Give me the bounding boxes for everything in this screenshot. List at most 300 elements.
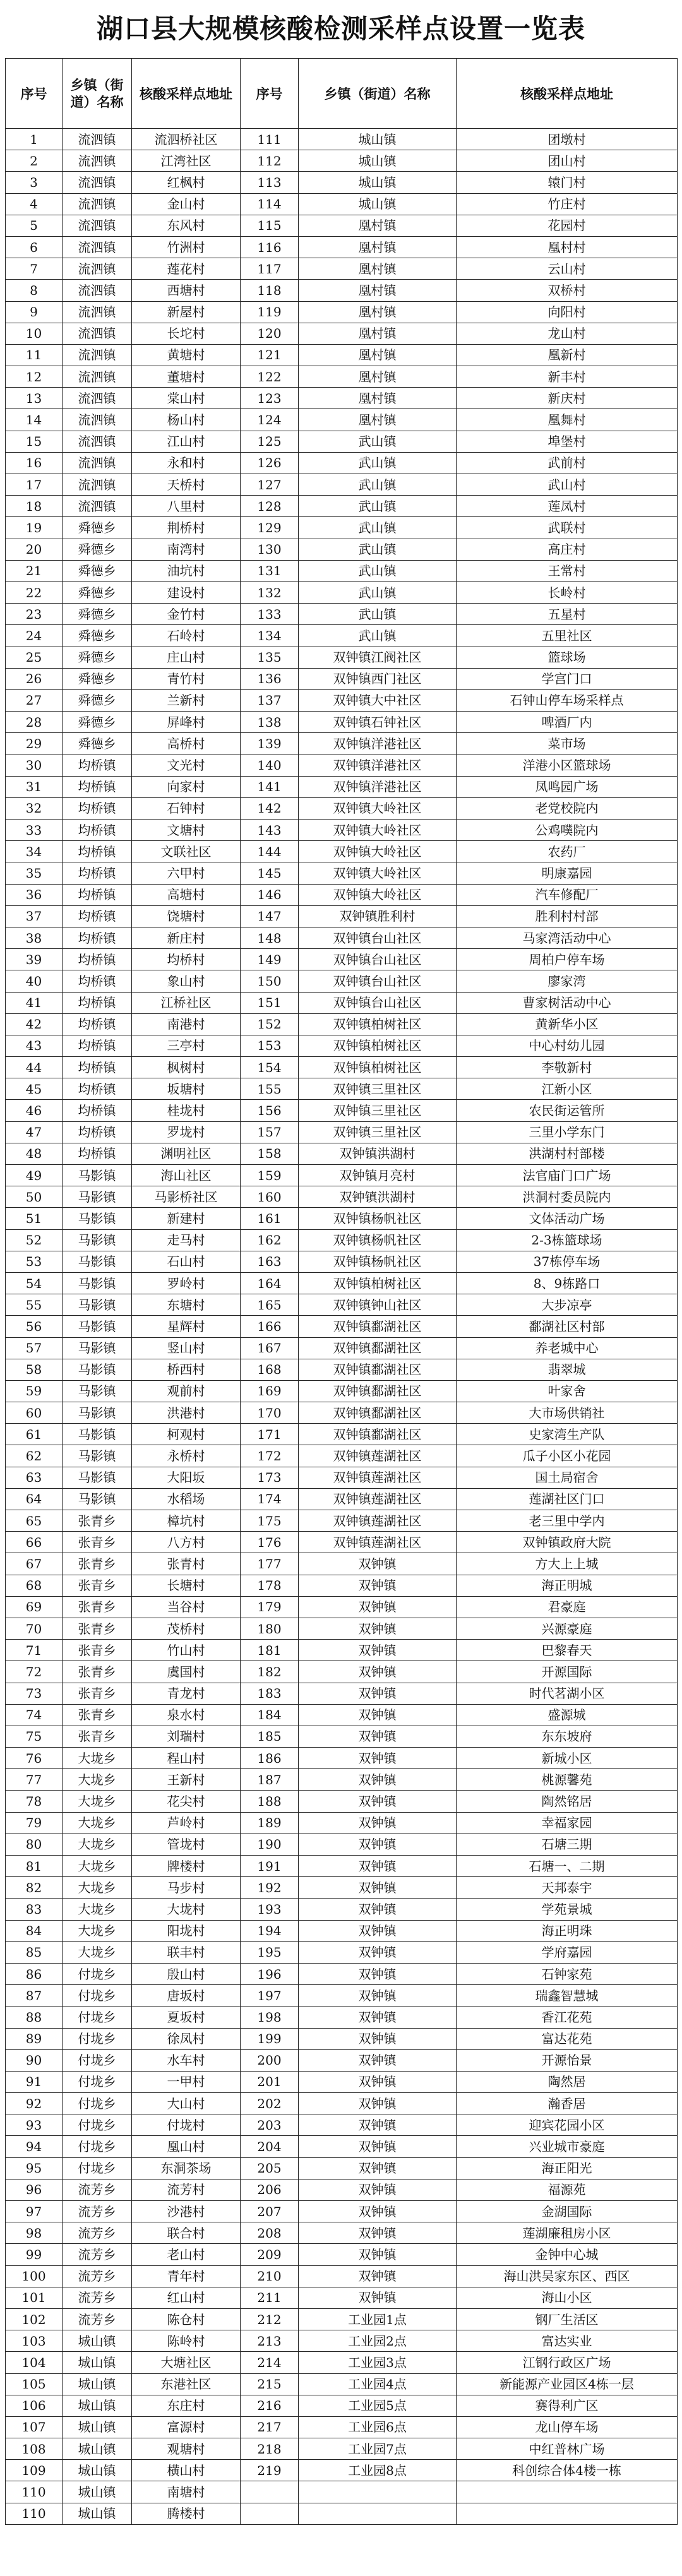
left-site-cell: 新屋村 (132, 301, 241, 323)
left-seq-cell: 43 (6, 1035, 63, 1056)
right-town-cell: 双钟镇 (299, 1899, 457, 1920)
left-town-cell: 均桥镇 (63, 1057, 132, 1078)
right-seq-cell: 125 (241, 431, 299, 452)
left-seq-cell: 71 (6, 1640, 63, 1661)
left-town-cell: 张青乡 (63, 1596, 132, 1618)
table-row (6, 581, 678, 603)
left-town-cell: 大垅乡 (63, 1791, 132, 1812)
right-town-cell: 工业园8点 (299, 2460, 457, 2481)
table-row (6, 2416, 678, 2438)
right-town-cell: 双钟镇 (299, 2157, 457, 2179)
left-site-cell: 荆桥村 (132, 517, 241, 539)
left-town-cell: 城山镇 (63, 2481, 132, 2503)
header-seq-right: 序号 (241, 59, 299, 129)
left-town-cell: 大垅乡 (63, 1769, 132, 1791)
table-row (6, 1294, 678, 1316)
right-seq-cell: 155 (241, 1078, 299, 1100)
right-site-cell: 高庄村 (457, 539, 678, 560)
left-town-cell: 舜德乡 (63, 604, 132, 625)
table-row (6, 1920, 678, 1941)
right-site-cell: 富达花苑 (457, 2028, 678, 2049)
right-seq-cell (241, 2481, 299, 2503)
left-site-cell: 老山村 (132, 2244, 241, 2265)
left-site-cell: 殷山村 (132, 1963, 241, 1984)
table-row (6, 1618, 678, 1639)
table-row (6, 2049, 678, 2071)
right-site-cell: 赛得利广区 (457, 2395, 678, 2416)
left-site-cell: 新庄村 (132, 927, 241, 948)
left-town-cell: 马影镇 (63, 1337, 132, 1359)
right-seq-cell: 176 (241, 1532, 299, 1553)
right-town-cell: 双钟镇洋港社区 (299, 754, 457, 776)
left-seq-cell: 72 (6, 1661, 63, 1683)
table-row (6, 1057, 678, 1078)
right-seq-cell: 147 (241, 905, 299, 927)
left-site-cell: 海山社区 (132, 1165, 241, 1186)
right-town-cell: 双钟镇 (299, 1963, 457, 1984)
right-seq-cell: 181 (241, 1640, 299, 1661)
right-town-cell: 双钟镇 (299, 1769, 457, 1791)
right-site-cell: 凰舞村 (457, 409, 678, 431)
left-site-cell: 泉水村 (132, 1704, 241, 1726)
right-site-cell: 汽车修配厂 (457, 884, 678, 905)
right-seq-cell: 191 (241, 1856, 299, 1877)
right-seq-cell: 202 (241, 2093, 299, 2114)
table-row (6, 1985, 678, 2007)
left-seq-cell: 9 (6, 301, 63, 323)
left-town-cell: 大垅乡 (63, 1877, 132, 1899)
right-seq-cell: 161 (241, 1208, 299, 1229)
right-seq-cell: 134 (241, 625, 299, 647)
left-seq-cell: 46 (6, 1100, 63, 1121)
left-site-cell: 桥西村 (132, 1359, 241, 1380)
right-town-cell: 武山镇 (299, 517, 457, 539)
left-seq-cell: 31 (6, 776, 63, 797)
right-site-cell (457, 2503, 678, 2524)
table-row (6, 1726, 678, 1747)
left-town-cell: 舜德乡 (63, 712, 132, 733)
table-row (6, 2265, 678, 2287)
left-seq-cell: 25 (6, 647, 63, 668)
right-site-cell: 团墩村 (457, 129, 678, 150)
left-town-cell: 流芳乡 (63, 2222, 132, 2244)
left-site-cell: 红山村 (132, 2287, 241, 2308)
right-town-cell: 城山镇 (299, 129, 457, 150)
left-seq-cell: 10 (6, 323, 63, 344)
right-site-cell: 新能源产业园区4栋一层 (457, 2373, 678, 2395)
left-seq-cell: 45 (6, 1078, 63, 1100)
left-town-cell: 大垅乡 (63, 1834, 132, 1855)
right-site-cell: 团山村 (457, 150, 678, 172)
right-seq-cell: 153 (241, 1035, 299, 1056)
right-seq-cell: 206 (241, 2179, 299, 2200)
right-site-cell: 陶然铭居 (457, 1791, 678, 1812)
table-row (6, 1834, 678, 1855)
right-seq-cell: 130 (241, 539, 299, 560)
left-site-cell: 陈岭村 (132, 2330, 241, 2352)
right-site-cell: 中红普林广场 (457, 2438, 678, 2460)
right-site-cell (457, 2481, 678, 2503)
right-seq-cell: 197 (241, 1985, 299, 2007)
right-site-cell: 马家湾活动中心 (457, 927, 678, 948)
table-row (6, 1467, 678, 1488)
right-seq-cell: 119 (241, 301, 299, 323)
left-seq-cell: 67 (6, 1553, 63, 1575)
left-town-cell: 付垅乡 (63, 2007, 132, 2028)
left-town-cell: 均桥镇 (63, 905, 132, 927)
left-site-cell: 兰新村 (132, 689, 241, 711)
table-row (6, 1359, 678, 1380)
table-row (6, 236, 678, 258)
right-site-cell: 新城小区 (457, 1748, 678, 1769)
right-town-cell: 双钟镇西门社区 (299, 668, 457, 689)
right-town-cell: 双钟镇台山社区 (299, 927, 457, 948)
right-site-cell: 周柏户停车场 (457, 949, 678, 970)
right-site-cell: 老党校院内 (457, 797, 678, 819)
right-site-cell: 廖家湾 (457, 970, 678, 992)
left-town-cell: 大垅乡 (63, 1899, 132, 1920)
right-seq-cell: 204 (241, 2136, 299, 2157)
right-site-cell: 江新小区 (457, 1078, 678, 1100)
right-seq-cell: 184 (241, 1704, 299, 1726)
left-seq-cell: 54 (6, 1272, 63, 1294)
left-town-cell: 大垅乡 (63, 1920, 132, 1941)
left-site-cell: 水车村 (132, 2049, 241, 2071)
right-town-cell: 双钟镇 (299, 2244, 457, 2265)
left-site-cell: 虞国村 (132, 1661, 241, 1683)
left-town-cell: 均桥镇 (63, 1100, 132, 1121)
right-seq-cell: 127 (241, 474, 299, 496)
right-seq-cell: 120 (241, 323, 299, 344)
left-seq-cell: 59 (6, 1380, 63, 1402)
table-row (6, 2028, 678, 2049)
left-town-cell: 均桥镇 (63, 927, 132, 948)
right-town-cell: 双钟镇柏树社区 (299, 1035, 457, 1056)
left-seq-cell: 73 (6, 1683, 63, 1704)
left-seq-cell: 65 (6, 1510, 63, 1532)
right-site-cell: 金湖国际 (457, 2201, 678, 2222)
left-town-cell: 张青乡 (63, 1704, 132, 1726)
right-town-cell: 双钟镇 (299, 2093, 457, 2114)
right-town-cell: 双钟镇 (299, 2071, 457, 2092)
left-seq-cell: 29 (6, 733, 63, 754)
right-seq-cell: 198 (241, 2007, 299, 2028)
right-town-cell: 双钟镇 (299, 1856, 457, 1877)
right-site-cell: 兴源豪庭 (457, 1618, 678, 1639)
left-site-cell: 大山村 (132, 2093, 241, 2114)
table-row (6, 1877, 678, 1899)
right-site-cell: 洪洞村委员院内 (457, 1186, 678, 1208)
right-town-cell: 双钟镇杨帆社区 (299, 1251, 457, 1272)
right-town-cell: 双钟镇 (299, 2114, 457, 2136)
left-town-cell: 城山镇 (63, 2438, 132, 2460)
left-seq-cell: 58 (6, 1359, 63, 1380)
left-site-cell: 江桥社区 (132, 992, 241, 1013)
right-site-cell: 瀚香居 (457, 2093, 678, 2114)
left-site-cell: 花尖村 (132, 1791, 241, 1812)
left-town-cell: 均桥镇 (63, 776, 132, 797)
table-row (6, 539, 678, 560)
left-seq-cell: 66 (6, 1532, 63, 1553)
right-town-cell: 双钟镇 (299, 1640, 457, 1661)
table-row (6, 797, 678, 819)
right-town-cell: 双钟镇钟山社区 (299, 1294, 457, 1316)
right-site-cell: 翡翠城 (457, 1359, 678, 1380)
left-town-cell: 付垅乡 (63, 1963, 132, 1984)
left-town-cell: 均桥镇 (63, 1035, 132, 1056)
right-seq-cell: 216 (241, 2395, 299, 2416)
left-site-cell: 文塘村 (132, 820, 241, 841)
right-seq-cell: 113 (241, 172, 299, 193)
left-site-cell: 三亭村 (132, 1035, 241, 1056)
right-site-cell: 方大上上城 (457, 1553, 678, 1575)
right-town-cell: 工业园6点 (299, 2416, 457, 2438)
table-row (6, 625, 678, 647)
right-site-cell: 辕门村 (457, 172, 678, 193)
left-seq-cell: 87 (6, 1985, 63, 2007)
left-seq-cell: 74 (6, 1704, 63, 1726)
table-row (6, 2287, 678, 2308)
right-site-cell: 双钟镇政府大院 (457, 1532, 678, 1553)
left-site-cell: 柯观村 (132, 1424, 241, 1445)
left-seq-cell: 17 (6, 474, 63, 496)
header-town-right: 乡镇（街道）名称 (299, 59, 457, 129)
table-row (6, 280, 678, 301)
left-seq-cell: 34 (6, 841, 63, 862)
left-site-cell: 金山村 (132, 193, 241, 215)
left-seq-cell: 70 (6, 1618, 63, 1639)
right-site-cell: 富达实业 (457, 2330, 678, 2352)
left-town-cell: 流泗镇 (63, 193, 132, 215)
table-row (6, 2244, 678, 2265)
left-town-cell: 付垅乡 (63, 2136, 132, 2157)
right-seq-cell: 128 (241, 496, 299, 517)
left-seq-cell: 12 (6, 366, 63, 388)
right-town-cell: 工业园5点 (299, 2395, 457, 2416)
left-site-cell: 青年村 (132, 2265, 241, 2287)
right-seq-cell: 146 (241, 884, 299, 905)
right-site-cell: 巴黎春天 (457, 1640, 678, 1661)
right-site-cell: 养老城中心 (457, 1337, 678, 1359)
right-site-cell: 石塘三期 (457, 1834, 678, 1855)
table-row (6, 2503, 678, 2524)
right-town-cell: 双钟镇大岭社区 (299, 797, 457, 819)
left-seq-cell: 4 (6, 193, 63, 215)
right-town-cell: 双钟镇江阀社区 (299, 647, 457, 668)
left-town-cell: 流芳乡 (63, 2179, 132, 2200)
left-site-cell: 水稻场 (132, 1488, 241, 1510)
left-seq-cell: 14 (6, 409, 63, 431)
right-town-cell: 双钟镇三里社区 (299, 1121, 457, 1143)
table-row (6, 1100, 678, 1121)
table-row (6, 258, 678, 280)
right-town-cell: 城山镇 (299, 150, 457, 172)
table-row (6, 1899, 678, 1920)
table-row (6, 560, 678, 581)
right-site-cell: 凤鸣园广场 (457, 776, 678, 797)
right-seq-cell: 214 (241, 2352, 299, 2373)
left-seq-cell: 100 (6, 2265, 63, 2287)
table-row (6, 1640, 678, 1661)
right-site-cell: 海山小区 (457, 2287, 678, 2308)
right-seq-cell: 213 (241, 2330, 299, 2352)
right-town-cell: 双钟镇 (299, 1704, 457, 1726)
right-seq-cell: 163 (241, 1251, 299, 1272)
left-town-cell: 流泗镇 (63, 236, 132, 258)
left-town-cell: 大垅乡 (63, 1748, 132, 1769)
right-seq-cell: 115 (241, 215, 299, 236)
table-row (6, 1661, 678, 1683)
right-site-cell: 文体活动广场 (457, 1208, 678, 1229)
left-site-cell: 红枫村 (132, 172, 241, 193)
left-site-cell: 文光村 (132, 754, 241, 776)
left-site-cell: 联丰村 (132, 1941, 241, 1963)
right-site-cell: 桃源馨苑 (457, 1769, 678, 1791)
left-seq-cell: 30 (6, 754, 63, 776)
left-seq-cell: 13 (6, 388, 63, 409)
right-seq-cell: 178 (241, 1575, 299, 1596)
table-row (6, 841, 678, 862)
left-town-cell: 城山镇 (63, 2352, 132, 2373)
right-town-cell: 双钟镇 (299, 1877, 457, 1899)
left-site-cell: 南塘村 (132, 2481, 241, 2503)
right-seq-cell: 190 (241, 1834, 299, 1855)
left-site-cell: 徐凤村 (132, 2028, 241, 2049)
right-site-cell: 武联村 (457, 517, 678, 539)
right-seq-cell: 168 (241, 1359, 299, 1380)
left-town-cell: 马影镇 (63, 1294, 132, 1316)
left-site-cell: 沙港村 (132, 2201, 241, 2222)
table-body (6, 129, 678, 2525)
left-seq-cell: 110 (6, 2481, 63, 2503)
left-site-cell: 马影桥社区 (132, 1186, 241, 1208)
right-site-cell: 曹家树活动中心 (457, 992, 678, 1013)
left-site-cell: 石岭村 (132, 625, 241, 647)
left-town-cell: 流泗镇 (63, 474, 132, 496)
left-site-cell: 富源村 (132, 2416, 241, 2438)
right-site-cell: 凰新村 (457, 344, 678, 366)
table-row (6, 1510, 678, 1532)
right-town-cell: 双钟镇洋港社区 (299, 733, 457, 754)
left-site-cell: 南湾村 (132, 539, 241, 560)
left-seq-cell: 108 (6, 2438, 63, 2460)
right-town-cell: 双钟镇 (299, 2287, 457, 2308)
left-site-cell: 高桥村 (132, 733, 241, 754)
left-town-cell: 张青乡 (63, 1532, 132, 1553)
left-town-cell: 均桥镇 (63, 841, 132, 862)
table-row (6, 712, 678, 733)
right-site-cell: 迎宾花园小区 (457, 2114, 678, 2136)
right-seq-cell: 139 (241, 733, 299, 754)
right-site-cell: 公鸡噗院内 (457, 820, 678, 841)
right-seq-cell: 137 (241, 689, 299, 711)
right-seq-cell: 112 (241, 150, 299, 172)
left-seq-cell: 84 (6, 1920, 63, 1941)
left-site-cell: 樟坑村 (132, 1510, 241, 1532)
table-row (6, 647, 678, 668)
table-row (6, 409, 678, 431)
right-town-cell: 双钟镇鄱湖社区 (299, 1424, 457, 1445)
right-seq-cell: 189 (241, 1812, 299, 1834)
right-town-cell: 双钟镇鄱湖社区 (299, 1359, 457, 1380)
right-town-cell: 双钟镇大中社区 (299, 689, 457, 711)
left-site-cell: 均桥村 (132, 949, 241, 970)
table-row (6, 323, 678, 344)
left-seq-cell: 102 (6, 2308, 63, 2330)
right-town-cell: 双钟镇柏树社区 (299, 1057, 457, 1078)
left-town-cell: 付垅乡 (63, 2157, 132, 2179)
left-town-cell: 张青乡 (63, 1510, 132, 1532)
left-seq-cell: 75 (6, 1726, 63, 1747)
right-seq-cell: 188 (241, 1791, 299, 1812)
left-site-cell: 罗垅村 (132, 1121, 241, 1143)
left-site-cell: 桂垅村 (132, 1100, 241, 1121)
right-town-cell: 双钟镇大岭社区 (299, 862, 457, 884)
left-town-cell: 流泗镇 (63, 344, 132, 366)
right-site-cell: 五里社区 (457, 625, 678, 647)
right-town-cell: 双钟镇 (299, 1661, 457, 1683)
right-town-cell: 双钟镇洪湖村 (299, 1143, 457, 1164)
left-seq-cell: 68 (6, 1575, 63, 1596)
table-row (6, 2201, 678, 2222)
left-town-cell: 均桥镇 (63, 820, 132, 841)
left-town-cell: 舜德乡 (63, 517, 132, 539)
right-seq-cell: 158 (241, 1143, 299, 1164)
right-seq-cell: 144 (241, 841, 299, 862)
left-site-cell: 莲花村 (132, 258, 241, 280)
left-town-cell: 马影镇 (63, 1488, 132, 1510)
right-seq-cell: 154 (241, 1057, 299, 1078)
sampling-sites-table (5, 58, 678, 2525)
left-seq-cell: 107 (6, 2416, 63, 2438)
right-seq-cell: 148 (241, 927, 299, 948)
right-town-cell: 双钟镇 (299, 2049, 457, 2071)
left-seq-cell: 85 (6, 1941, 63, 1963)
right-town-cell: 双钟镇台山社区 (299, 949, 457, 970)
left-town-cell: 城山镇 (63, 2330, 132, 2352)
right-seq-cell: 180 (241, 1618, 299, 1639)
right-town-cell: 双钟镇三里社区 (299, 1078, 457, 1100)
right-town-cell: 双钟镇洪湖村 (299, 1186, 457, 1208)
left-town-cell: 流泗镇 (63, 215, 132, 236)
left-site-cell: 大塘社区 (132, 2352, 241, 2373)
left-site-cell: 文联社区 (132, 841, 241, 862)
left-site-cell: 管垅村 (132, 1834, 241, 1855)
right-site-cell: 鄱湖社区村部 (457, 1316, 678, 1337)
right-town-cell: 双钟镇 (299, 2179, 457, 2200)
right-town-cell: 双钟镇胜利村 (299, 905, 457, 927)
right-site-cell: 武山村 (457, 474, 678, 496)
left-town-cell: 舜德乡 (63, 581, 132, 603)
left-site-cell: 南港村 (132, 1013, 241, 1035)
table-row (6, 1812, 678, 1834)
left-town-cell: 张青乡 (63, 1661, 132, 1683)
table-row (6, 1575, 678, 1596)
right-site-cell: 龙山村 (457, 323, 678, 344)
right-town-cell: 双钟镇柏树社区 (299, 1013, 457, 1035)
right-seq-cell: 143 (241, 820, 299, 841)
left-seq-cell: 26 (6, 668, 63, 689)
right-town-cell: 双钟镇 (299, 2222, 457, 2244)
left-site-cell: 饶塘村 (132, 905, 241, 927)
left-town-cell: 均桥镇 (63, 884, 132, 905)
left-town-cell: 流泗镇 (63, 431, 132, 452)
left-seq-cell: 24 (6, 625, 63, 647)
right-town-cell: 双钟镇 (299, 1920, 457, 1941)
right-town-cell: 武山镇 (299, 581, 457, 603)
right-seq-cell: 151 (241, 992, 299, 1013)
table-row (6, 431, 678, 452)
